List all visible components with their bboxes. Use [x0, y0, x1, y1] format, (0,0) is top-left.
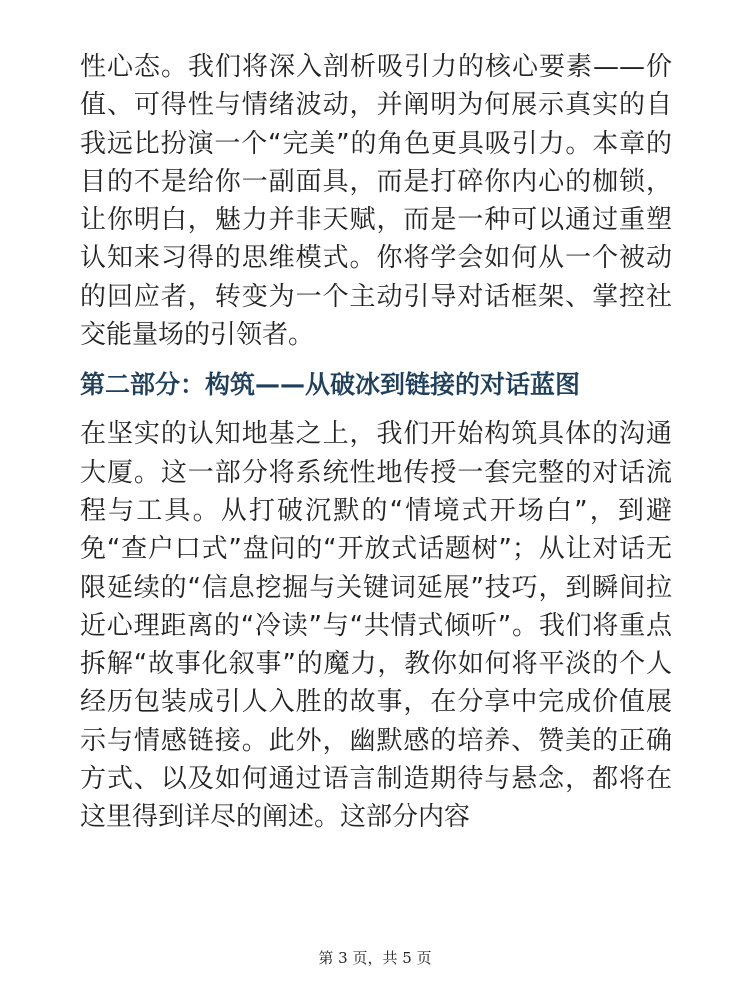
page-content: [80, 48, 672, 837]
body-paragraph-2: 在坚实的认知地基之上，我们开始构筑具体的沟通大厦。这一部分将系统性地传授一套完整的对话流程与工具。从打破沉默的“情境式开场白”，到避免“查户口式”盘问的“开放式话题树”；从让对话无限延续的“信息挖掘与关键词延展”技巧，到瞬间拉近心理距离的“冷读”与“共情式倾听”。我们将重点拆解“故事化叙事”的魔力，教你如何将平淡的个人经历包装成引人入胜的故事，在分享中完成价值展示与情感链接。此外，幽默感的培养、赞美的正确方式、以及如何通过语言制造期待与悬念，都将在这里得到详尽的阐述。这部分内容: [80, 419, 672, 833]
page-number-footer: 第 3 页，共 5 页: [318, 949, 432, 967]
section-heading: 第二部分：构筑——从破冰到链接的对话蓝图: [80, 370, 581, 400]
body-paragraph-1: 性心态。我们将深入剖析吸引力的核心要素——价值、可得性与情绪波动，并阐明为何展示真实的自我远比扮演一个“完美”的角色更具吸引力。本章的目的不是给你一副面具，而是打碎你内心的枷锁，让你明白，魅力并非天赋，而是一种可以通过重塑认知来习得的思维模式。你将学会如何从一个被动的回应者，转变为一个主动引导对话框架、掌控社交能量场的引领者。: [80, 52, 672, 351]
